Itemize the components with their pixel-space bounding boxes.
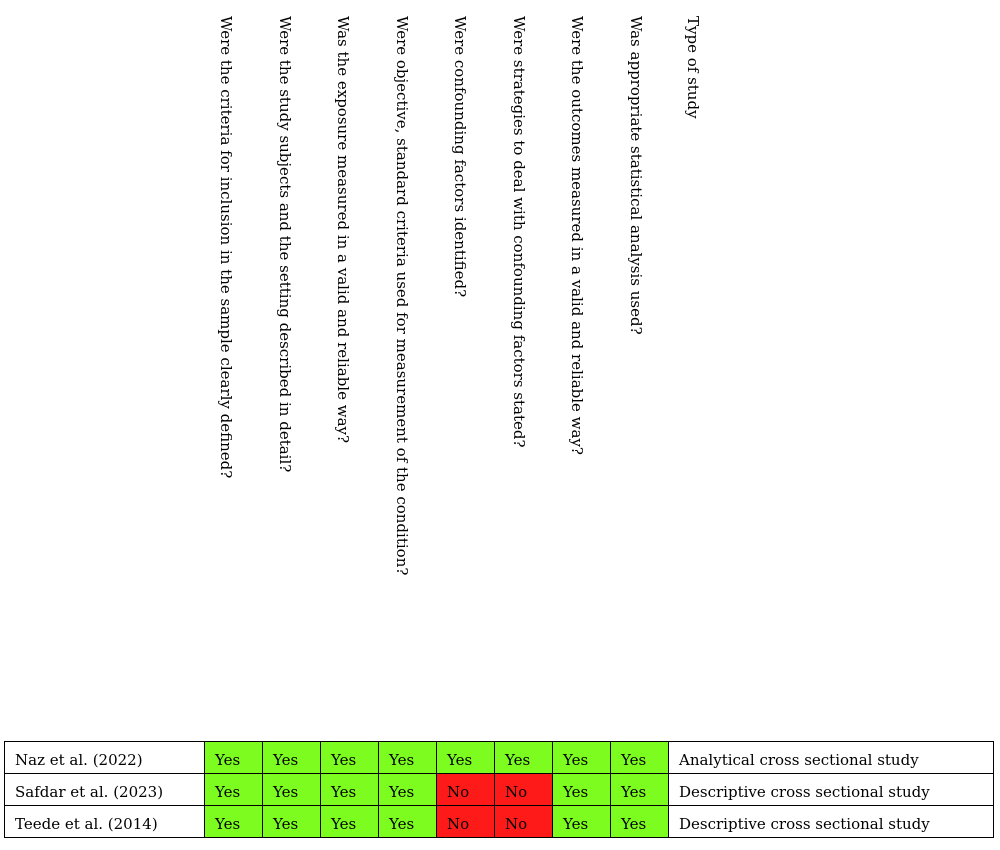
header-objective-criteria: Were objective, standard criteria used for measurement of the condition? [393, 16, 411, 576]
answer-cell: Yes [379, 742, 437, 774]
answer-cell: Yes [379, 774, 437, 806]
answer-cell: Yes [553, 774, 611, 806]
answer-cell: Yes [379, 806, 437, 838]
answer-cell: Yes [263, 742, 321, 774]
header-type-of-study: Type of study [684, 16, 702, 119]
header-exposure-measured: Was the exposure measured in a valid and reliable way? [334, 16, 352, 444]
study-type: Descriptive cross sectional study [669, 774, 994, 806]
answer-cell: Yes [611, 806, 669, 838]
study-name: Safdar et al. (2023) [5, 774, 205, 806]
header-inclusion-criteria: Were the criteria for inclusion in the sample clearly defined? [217, 16, 235, 479]
table-row [5, 774, 994, 806]
answer-cell: Yes [205, 742, 263, 774]
answer-cell: No [495, 774, 553, 806]
answer-cell: Yes [263, 806, 321, 838]
answer-cell: Yes [205, 806, 263, 838]
study-name: Naz et al. (2022) [5, 742, 205, 774]
answer-cell: Yes [321, 806, 379, 838]
answer-cell: Yes [321, 742, 379, 774]
answer-cell: Yes [437, 742, 495, 774]
answer-cell: Yes [553, 806, 611, 838]
answer-cell: Yes [263, 774, 321, 806]
study-type: Analytical cross sectional study [669, 742, 994, 774]
table-row [5, 742, 994, 774]
table-row [5, 806, 994, 838]
header-statistical-analysis: Was appropriate statistical analysis used? [627, 16, 645, 335]
answer-cell: No [437, 774, 495, 806]
answer-cell: No [495, 806, 553, 838]
header-confounding-strategies: Were strategies to deal with confounding factors stated? [510, 16, 528, 448]
answer-cell: Yes [321, 774, 379, 806]
header-outcomes-measured: Were the outcomes measured in a valid and reliable way? [568, 16, 586, 455]
answer-cell: No [437, 806, 495, 838]
answer-cell: Yes [495, 742, 553, 774]
answer-cell: Yes [611, 774, 669, 806]
answer-cell: Yes [553, 742, 611, 774]
answer-cell: Yes [205, 774, 263, 806]
answer-cell: Yes [611, 742, 669, 774]
header-confounding-identified: Were confounding factors identified? [451, 16, 469, 298]
study-type: Descriptive cross sectional study [669, 806, 994, 838]
appraisal-table [4, 741, 994, 838]
study-name: Teede et al. (2014) [5, 806, 205, 838]
header-subjects-setting: Were the study subjects and the setting described in detail? [276, 16, 294, 473]
